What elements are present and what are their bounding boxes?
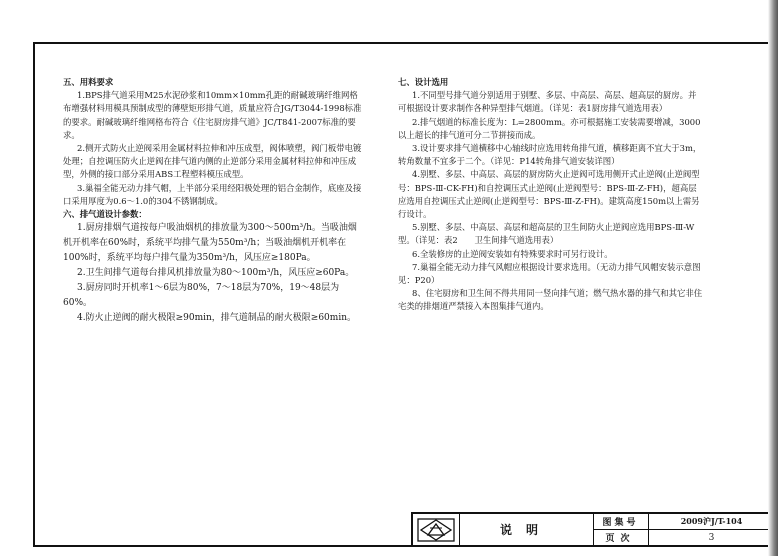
scan-edge-shadow [768, 0, 778, 556]
section-6-item-3: 3.厨房同时开机率1～6层为80%，7～18层为70%，19～48层为60%。 [63, 283, 340, 309]
section-5-title: 五、用料要求 [63, 77, 114, 87]
section-7-item-5: 5.别墅、多层、中高层、高层和超高层的卫生间防火止逆阀应选用BPS-Ⅲ-W型。（详见：表2 卫生间排气道选用表） [398, 222, 695, 246]
atlas-number-label: 图集号 [593, 514, 649, 530]
section-6-item-2: 2.卫生间排气道每台排风机排放量为80～100m³/h，风压应≥60Pa。 [77, 268, 355, 279]
section-7-item-1: 1.不同型号排气道分别适用于别墅、多层、中高层、高层、超高层的厨房。并可根据设计要求制作各种异型排气烟道。（详见：表1厨房排气道选用表） [398, 90, 697, 114]
left-column [63, 76, 363, 326]
section-5-item-1: 1.BPS排气道采用M25水泥砂浆和10mm×10mm孔距的耐碱玻璃纤维网格布增强材料用模具预制成型的薄壁矩形排气道，质量应符合JG/T3044-1998标准的要求。耐碱玻璃纤维网格布符合《住宅厨房排气道》JC/T841-2007标准的要求。 [63, 90, 362, 140]
page-number-value: 3 [708, 532, 715, 543]
section-7-item-3: 3.设计要求排气道横移中心轴线时应选用转角排气道，横移距离不宜大于3m，转角数量不宜多于二个。（详见：P14转角排气道安装详图） [398, 143, 702, 167]
atlas-number-value: 2009沪J/T-104 [649, 514, 774, 530]
section-7-item-7: 7.巢福全能无动力排气风帽应根据设计要求选用。（无动力排气风帽安装示意图见：P20） [398, 261, 701, 286]
section-6-item-1: 1.厨房排烟气道按每户吸油烟机的排放量为300～500m³/h。当吸油烟机开机率在60%时，系统平均排气量为550m³/h；当吸油烟机开机率在100%时，系统平均每户排气量为350m³/h，风压应≥180Pa。 [63, 223, 357, 264]
drawing-title: 说明 [459, 514, 594, 545]
section-5-item-3: 3.巢福全能无动力排气帽，上半部分采用经阳极处理的铝合金制作，底座及接口采用厚度为0.6～1.0的304不锈钢制成。 [63, 182, 362, 206]
drawing-sheet [33, 42, 774, 547]
section-7-item-6: 6.全装修房的止逆阀安装如有特殊要求时可另行设计。 [412, 248, 613, 259]
page-number-label: 页次 [593, 530, 649, 545]
section-7-item-4: 4.别墅、多层、中高层、高层的厨房防火止逆阀可选用侧开式止逆阀(止逆阀型号：BPS-Ⅲ-CK-FH)和自控调压式止逆阀(止逆阀型号：BPS-Ⅲ-Z-FH)，超高层应选用自控调压式止逆阀(止逆阀型号：BPS-Ⅲ-Z-FH)。建筑高度150m以上需另行设计。 [398, 169, 700, 220]
section-6-title: 六、排气道设计参数： [63, 209, 147, 220]
title-block [411, 512, 774, 545]
section-6-item-4: 4.防火止逆阀的耐火极限≥90min，排气道制品的耐火极限≥60min。 [77, 313, 356, 324]
section-7-title: 七、设计选用 [398, 77, 449, 87]
section-7-item-2: 2.排气烟道的标准长度为：L=2800mm。亦可根据施工安装需要增减，3000以上超长的排气道可分二节拼接而成。 [398, 116, 701, 140]
section-7-item-8: 8、住宅厨房和卫生间不得共用同一竖向排气道；燃气热水器的排气和其它非住宅类的排烟道严禁接入本图集排气道内。 [398, 288, 703, 312]
right-column [398, 76, 703, 314]
diamond-triangle-logo-icon [413, 514, 460, 545]
section-5-item-2: 2.侧开式防火止逆阀采用金属材料拉伸和冲压成型，阀体喷塑，阀门板带电镀处理；自控调压防火止逆阀在排气道内侧的止逆部分采用金属材料拉伸和冲压成型，外侧的接口部分采用ABS工程塑料模压成型。 [63, 143, 362, 180]
